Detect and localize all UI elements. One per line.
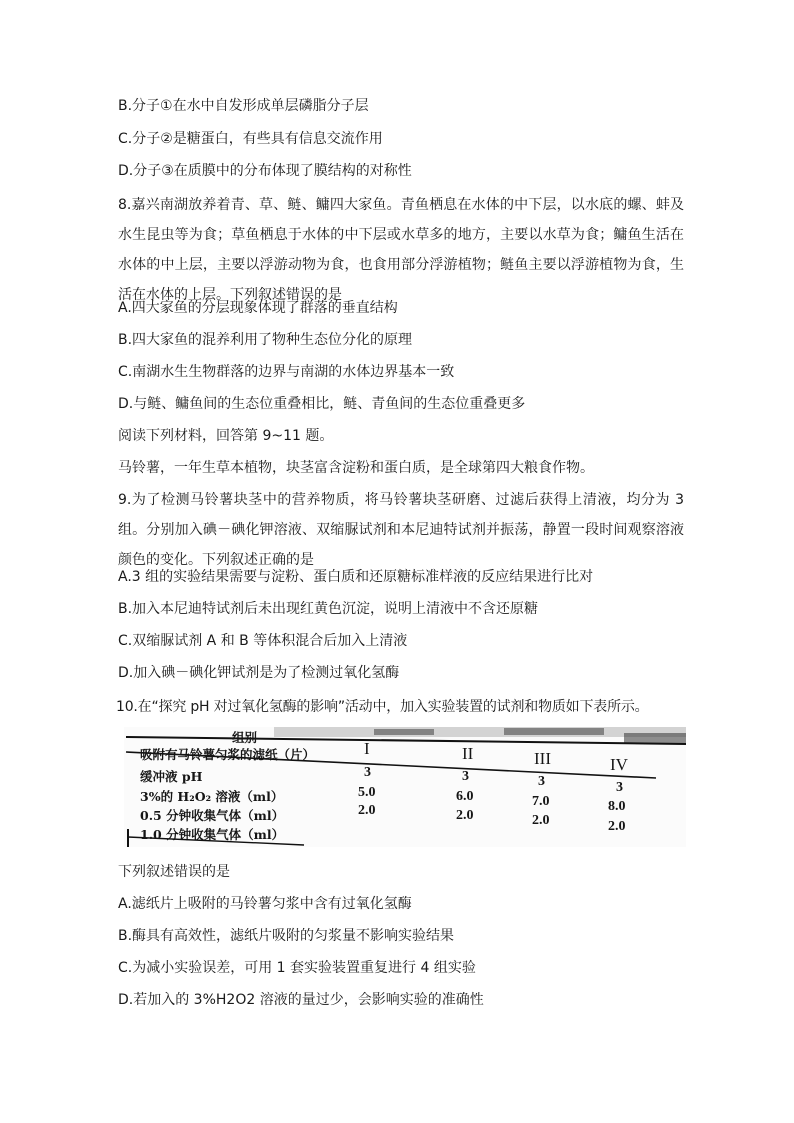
group-3-label: III: [534, 749, 551, 768]
question-8-option-c: C.南湖水生生物群落的边界与南湖的水体边界基本一致: [118, 364, 455, 380]
group-1-label: I: [364, 739, 370, 758]
group-2-label: II: [462, 744, 474, 763]
group-4-paper: 3: [616, 780, 623, 795]
option-c-line: C.分子②是糖蛋白，有些具有信息交流作用: [118, 131, 383, 147]
group-4-volume: 2.0: [608, 819, 626, 834]
question-10-stem: 10.在“探究 pH 对过氧化氢酶的影响”活动中，加入实验装置的试剂和物质如下表所示。: [116, 699, 649, 715]
question-8-option-d: D.与鲢、鳙鱼间的生态位重叠相比，鲢、青鱼间的生态位重叠更多: [118, 396, 526, 412]
row-label-filter-paper: 吸附有马铃薯匀浆的滤纸（片）: [140, 747, 316, 762]
group-2-ph: 6.0: [456, 789, 474, 804]
table-header-label: 组别: [232, 730, 258, 745]
question-9-option-a: A.3 组的实验结果需要与淀粉、蛋白质和还原糖标准样液的反应结果进行比对: [118, 569, 594, 585]
question-10-prompt: 下列叙述错误的是: [118, 864, 230, 880]
reading-instruction: 阅读下列材料，回答第 9~11 题。: [118, 428, 334, 444]
question-9-option-d: D.加入碘－碘化钾试剂是为了检测过氧化氢酶: [118, 665, 400, 681]
group-2-volume: 2.0: [456, 808, 474, 823]
experiment-table-scan: [124, 727, 686, 847]
group-1-volume: 2.0: [358, 803, 376, 818]
group-3-ph: 7.0: [532, 794, 550, 809]
option-d-line: D.分子③在质膜中的分布体现了膜结构的对称性: [118, 163, 412, 179]
question-8-option-b: B.四大家鱼的混养利用了物种生态位分化的原理: [118, 332, 413, 348]
option-b-line: B.分子①在水中自发形成单层磷脂分子层: [118, 98, 369, 114]
row-label-buffer-ph: 缓冲液 pH: [140, 769, 203, 784]
group-3-paper: 3: [538, 774, 545, 789]
question-9-option-c: C.双缩脲试剂 A 和 B 等体积混合后加入上清液: [118, 633, 408, 649]
question-8-stem: 8.嘉兴南湖放养着青、草、鲢、鳙四大家鱼。青鱼栖息在水体的中下层，以水底的螺、蚌及水生昆虫等为食；草鱼栖息于水体的中下层或水草多的地方，主要以水草为食；鳙鱼生活在水体的中上层，主要以浮游动物为食，也食用部分浮游植物；鲢鱼主要以浮游植物为食，生活在水体的上层。下列叙述错误的是: [118, 197, 684, 303]
group-1-ph: 5.0: [358, 785, 376, 800]
question-10-option-a: A.滤纸片上吸附的马铃薯匀浆中含有过氧化氢酶: [118, 896, 412, 912]
group-3-volume: 2.0: [532, 813, 550, 828]
group-2-paper: 3: [462, 769, 469, 784]
question-9-stem: 9.为了检测马铃薯块茎中的营养物质，将马铃薯块茎研磨、过滤后获得上清液，均分为 3 组。分别加入碘－碘化钾溶液、双缩脲试剂和本尼迪特试剂并振荡，静置一段时间观察溶液颜色的变化。下列叙述正确的是: [118, 492, 684, 568]
group-4-ph: 8.0: [608, 799, 626, 814]
row-label-h2o2: 3%的 H₂O₂ 溶液（ml）: [140, 789, 284, 804]
potato-material: 马铃薯，一年生草本植物，块茎富含淀粉和蛋白质，是全球第四大粮食作物。: [118, 460, 594, 476]
question-10-option-b: B.酶具有高效性，滤纸片吸附的匀浆量不影响实验结果: [118, 928, 455, 944]
row-label-gas-10: 1.0 分钟收集气体（ml）: [140, 827, 285, 842]
question-8-option-a: A.四大家鱼的分层现象体现了群落的垂直结构: [118, 300, 398, 316]
row-label-gas-05: 0.5 分钟收集气体（ml）: [140, 808, 285, 823]
question-9-option-b: B.加入本尼迪特试剂后未出现红黄色沉淀，说明上清液中不含还原糖: [118, 601, 539, 617]
group-1-paper: 3: [364, 765, 371, 780]
question-10-option-d: D.若加入的 3%H2O2 溶液的量过少，会影响实验的准确性: [118, 992, 484, 1008]
group-4-label: IV: [610, 755, 628, 774]
question-10-option-c: C.为减小实验误差，可用 1 套实验装置重复进行 4 组实验: [118, 960, 476, 976]
